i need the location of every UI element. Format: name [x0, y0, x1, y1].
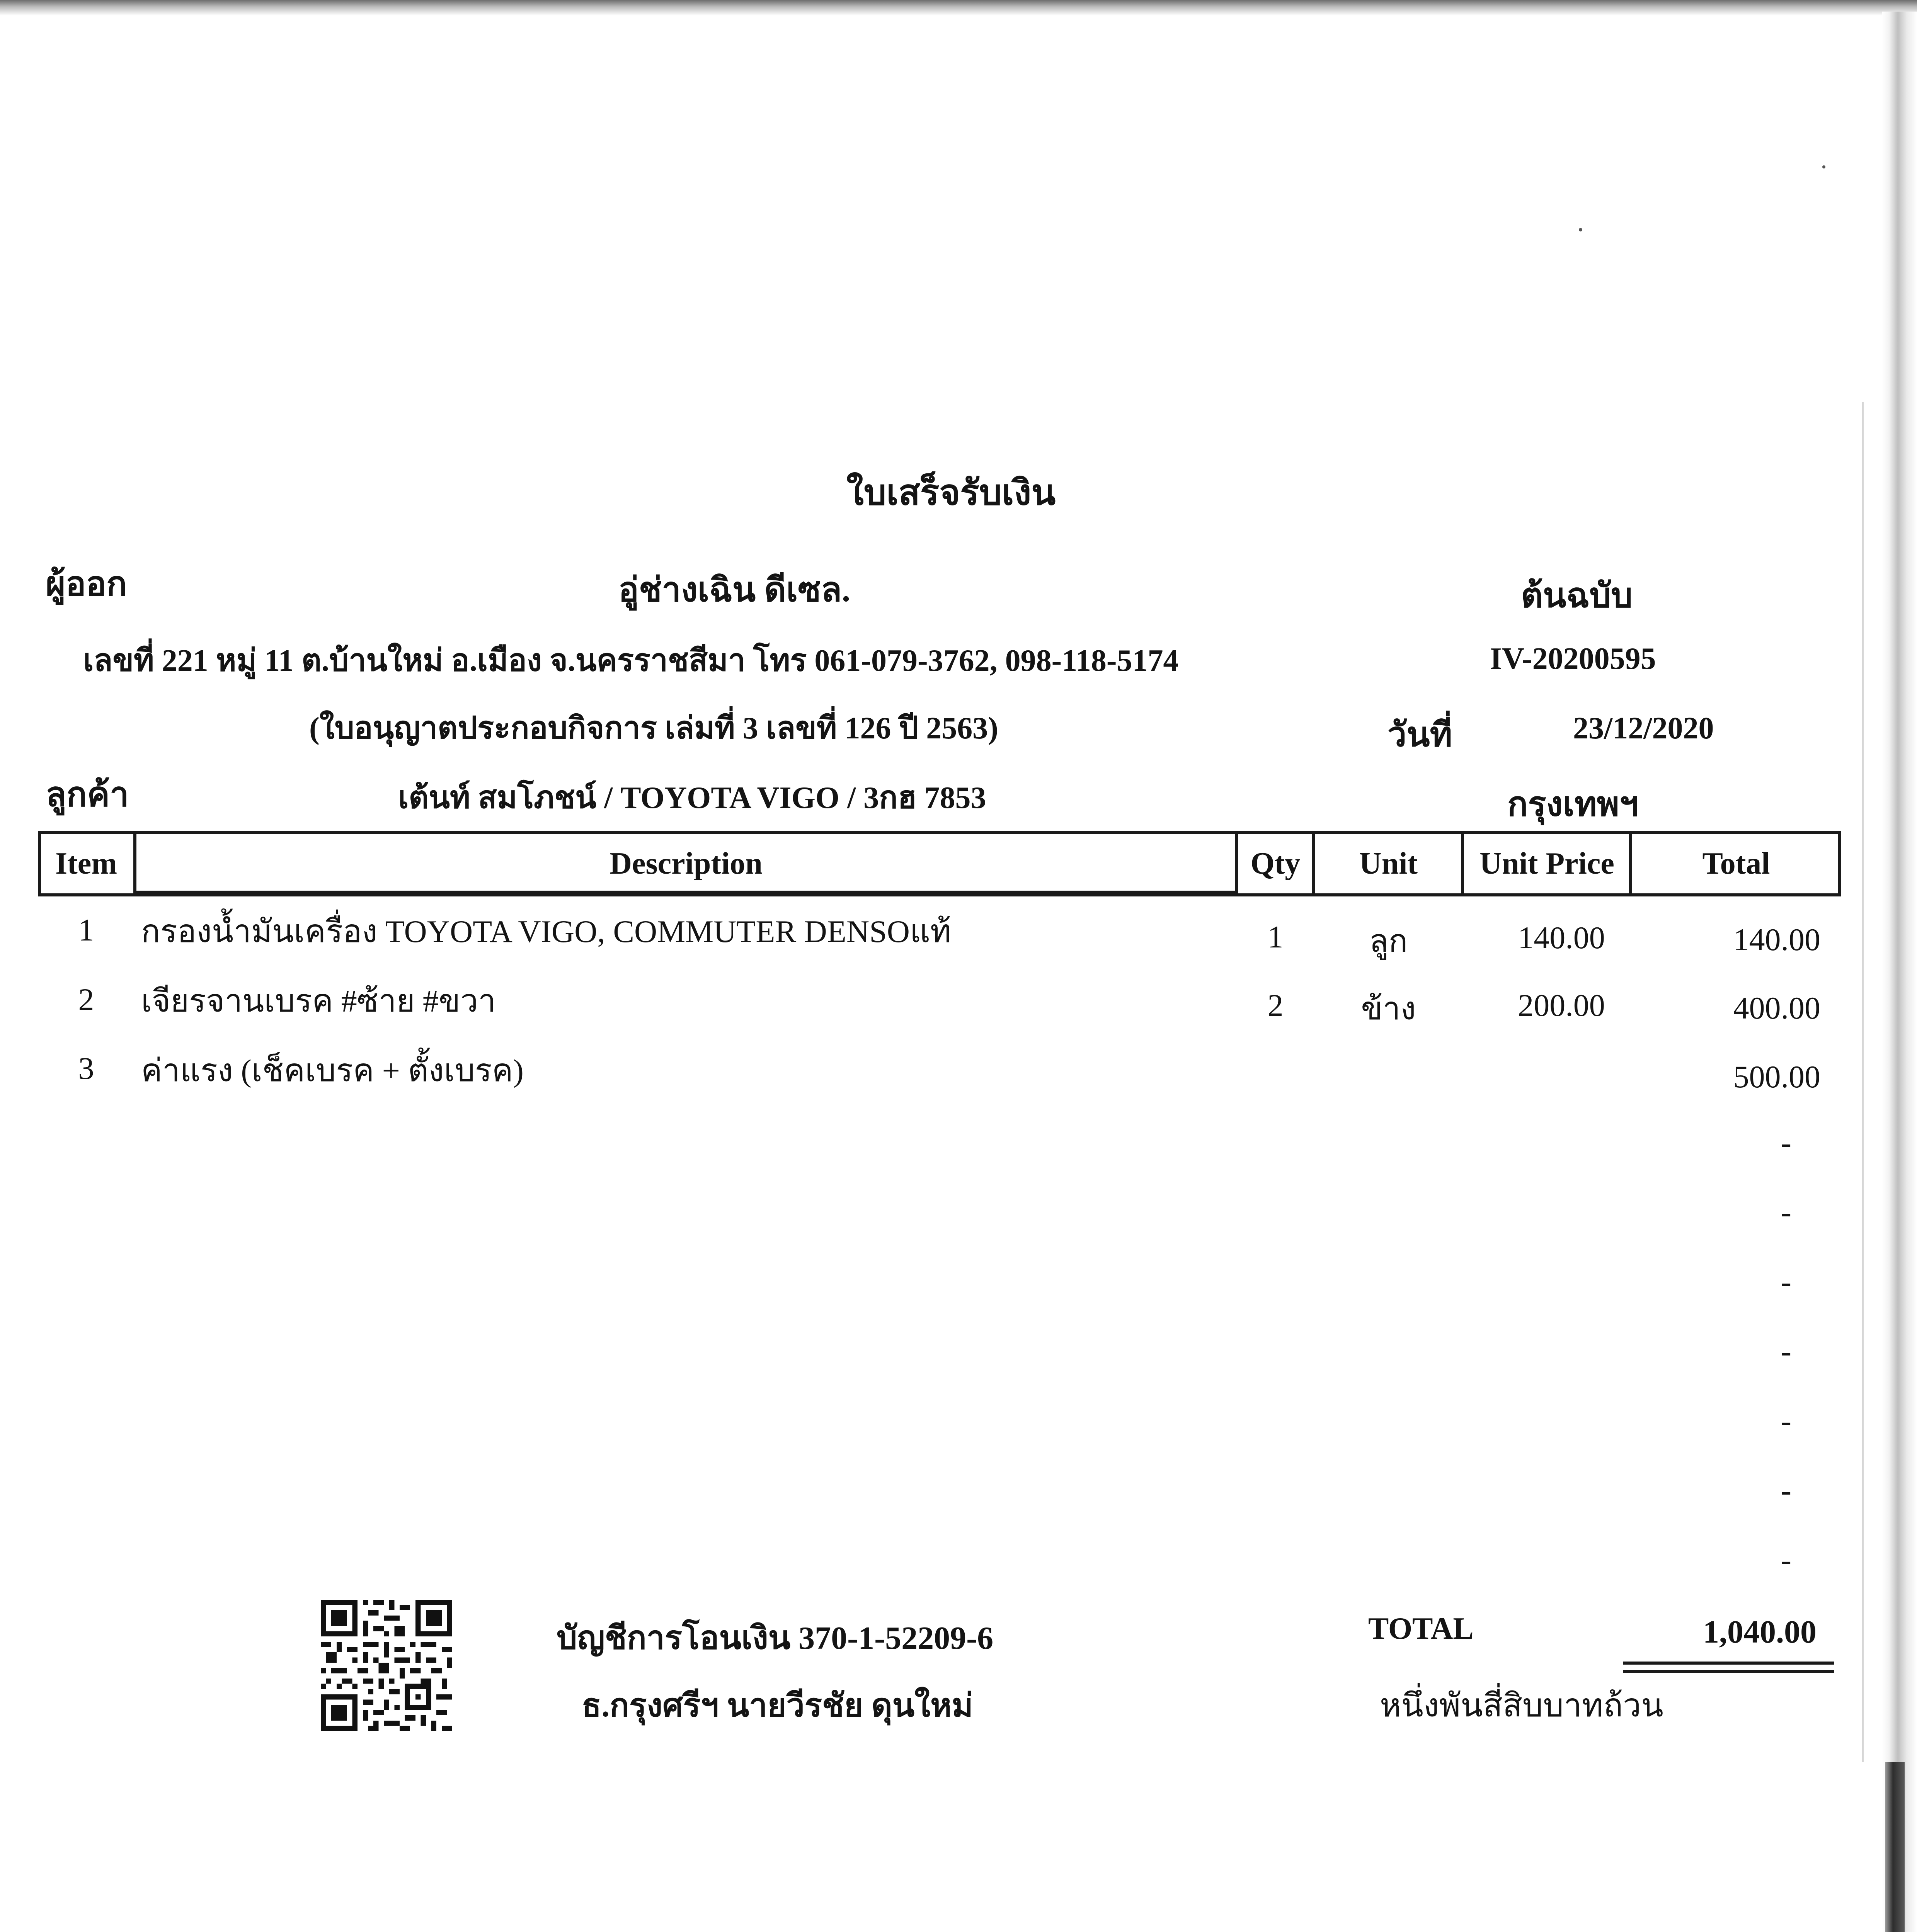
- bank-account: บัญชีการโอนเงิน 370-1-52209-6: [557, 1620, 994, 1656]
- date-label: วันที่: [1388, 716, 1452, 754]
- total-double-underline: [1623, 1670, 1834, 1673]
- customer-label: ลูกค้า: [46, 776, 129, 814]
- issuer-label: ผู้ออก: [46, 566, 127, 603]
- shop-name: อู่ช่างเฉิน ดีเซล.: [618, 571, 851, 609]
- grand-total-words: หนึ่งพันสี่สิบบาทถ้วน: [1380, 1688, 1663, 1724]
- date-value: 23/12/2020: [1573, 711, 1714, 745]
- customer-name: เต้นท์ สมโภชน์ / TOYOTA VIGO / 3กฮ 7853: [398, 781, 986, 815]
- shop-address: เลขที่ 221 หมู่ 11 ต.บ้านใหม่ อ.เมือง จ.นครราชสีมา โทร 061-079-3762, 098-118-5174: [83, 644, 1179, 678]
- grand-total-label: TOTAL: [1368, 1612, 1474, 1646]
- row-qty: 1: [1267, 919, 1284, 954]
- header-unit-price: Unit Price: [1479, 846, 1614, 881]
- row-unit: ข้าง: [1361, 991, 1416, 1026]
- row-description: ค่าแรง (เช็คเบรค + ตั้งเบรค): [141, 1053, 524, 1088]
- scan-top-edge: [0, 0, 1917, 15]
- empty-row-total: -: [1781, 1194, 1791, 1230]
- scan-page-edge-line: [1862, 402, 1864, 1762]
- empty-row-total: -: [1781, 1542, 1791, 1577]
- row-unit-price: 140.00: [1518, 920, 1605, 955]
- row-item-number: 3: [78, 1051, 94, 1086]
- empty-row-total: -: [1781, 1333, 1791, 1369]
- header-total: Total: [1702, 846, 1770, 881]
- header-item: Item: [55, 846, 117, 881]
- business-license: (ใบอนุญาตประกอบกิจการ เล่มที่ 3 เลขที่ 126 ปี 2563): [309, 711, 998, 745]
- row-item-number: 1: [78, 912, 94, 947]
- header-unit: Unit: [1359, 846, 1418, 881]
- row-total: 140.00: [1733, 922, 1820, 957]
- document-title: ใบเสร็จรับเงิน: [846, 473, 1056, 512]
- scan-speck: [1822, 165, 1825, 168]
- customer-city: กรุงเทพฯ: [1507, 786, 1639, 823]
- header-description: Description: [609, 846, 763, 881]
- empty-row-total: -: [1781, 1473, 1791, 1508]
- row-item-number: 2: [78, 982, 94, 1017]
- scan-right-shadow: [1885, 1762, 1905, 1932]
- empty-row-total: -: [1781, 1125, 1791, 1160]
- row-total: 500.00: [1733, 1059, 1820, 1094]
- header-qty: Qty: [1250, 846, 1301, 881]
- scan-right-edge: [1882, 12, 1917, 1932]
- copy-type: ต้นฉบับ: [1521, 577, 1633, 615]
- scan-speck: [1579, 228, 1582, 231]
- bank-name: ธ.กรุงศรีฯ นายวีรชัย ดุนใหม่: [582, 1688, 973, 1724]
- row-description: กรองน้ำมันเครื่อง TOYOTA VIGO, COMMUTER DENSOแท้: [141, 914, 951, 949]
- row-qty: 2: [1267, 988, 1284, 1023]
- empty-row-total: -: [1781, 1403, 1791, 1438]
- empty-row-total: -: [1781, 1264, 1791, 1299]
- row-unit: ลูก: [1369, 923, 1408, 959]
- grand-total-value: 1,040.00: [1703, 1614, 1817, 1650]
- row-unit-price: 200.00: [1518, 988, 1605, 1023]
- qr-code-icon: [321, 1600, 452, 1731]
- invoice-number: IV-20200595: [1490, 642, 1656, 676]
- total-double-underline: [1623, 1662, 1834, 1665]
- row-description: เจียรจานเบรค #ซ้าย #ขวา: [141, 983, 496, 1019]
- row-total: 400.00: [1733, 990, 1820, 1026]
